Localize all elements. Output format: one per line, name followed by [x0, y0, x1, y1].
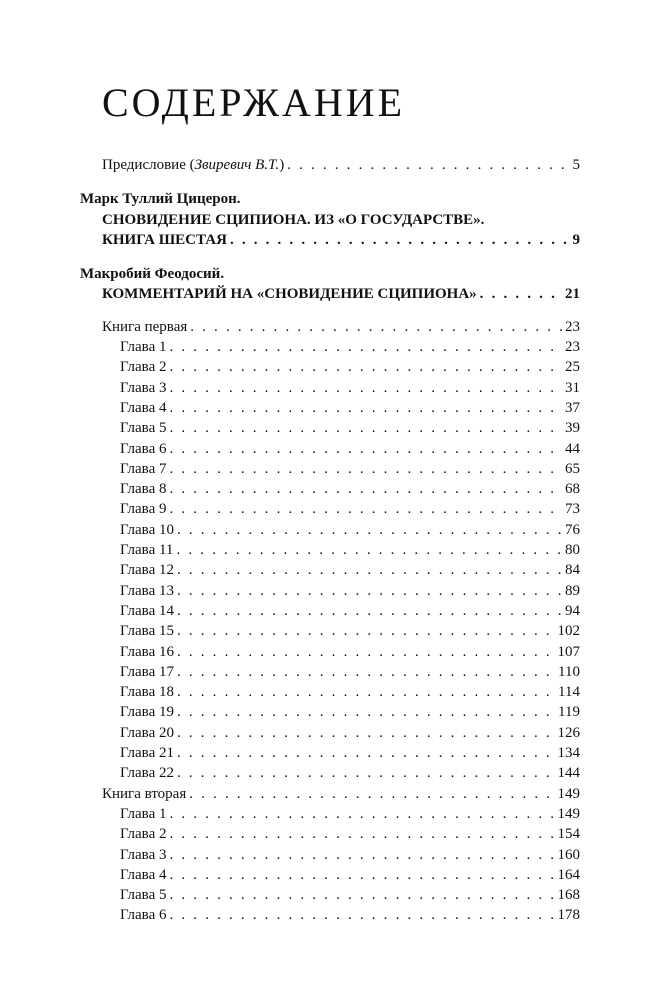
toc-entry-chapter[interactable]: [80, 642, 580, 662]
dot-leader: [169, 398, 562, 418]
dot-leader: [177, 682, 555, 702]
toc-entry-page: 80: [565, 542, 580, 559]
toc-entry-chapter[interactable]: [80, 905, 580, 925]
toc-entry-page: 31: [565, 379, 580, 396]
dot-leader: [177, 581, 562, 601]
toc-entry-label: Глава 7: [120, 460, 167, 477]
toc-entry-label: Глава 1: [120, 339, 167, 356]
toc-entry-label: Глава 5: [120, 887, 167, 904]
toc-entry-chapter[interactable]: [80, 459, 580, 479]
dot-leader: [169, 865, 554, 885]
toc-entry-label: Глава 5: [120, 420, 167, 437]
chapter-list: [80, 337, 580, 784]
dot-leader: [169, 357, 562, 377]
toc-entry-chapter[interactable]: [80, 723, 580, 743]
dot-leader: [169, 905, 554, 925]
toc-entry-label: Глава 3: [120, 379, 167, 396]
toc-entry-label: Глава 4: [120, 866, 167, 883]
toc-entry-page: 39: [565, 420, 580, 437]
dot-leader: [169, 845, 554, 865]
toc-entry-label: Глава 13: [120, 582, 174, 599]
page-title: СОДЕРЖАНИЕ: [102, 80, 406, 125]
toc-entry-page: 25: [565, 359, 580, 376]
toc-entry-label: Глава 21: [120, 745, 174, 762]
toc-entry-label: Глава 12: [120, 562, 174, 579]
toc-entry-page: 107: [557, 643, 580, 660]
toc-entry-label: КНИГА ШЕСТАЯ: [102, 231, 227, 248]
dot-leader: [169, 418, 562, 438]
toc-entry-book1[interactable]: [80, 317, 580, 337]
toc-entry-page: 154: [557, 826, 580, 843]
toc-entry-chapter[interactable]: [80, 560, 580, 580]
toc-entry-label: КОММЕНТАРИЙ НА «СНОВИДЕНИЕ СЦИПИОНА»: [102, 286, 477, 303]
dot-leader: [176, 540, 562, 560]
toc-entry-preface[interactable]: [80, 155, 580, 175]
toc-entry-chapter[interactable]: [80, 499, 580, 519]
toc-entry-page: 23: [565, 339, 580, 356]
toc-entry-label: Глава 14: [120, 602, 174, 619]
toc-entry-page: 178: [557, 907, 580, 924]
toc-entry-chapter[interactable]: [80, 662, 580, 682]
section-author: Марк Туллий Цицерон.: [80, 191, 241, 208]
dot-leader: [177, 642, 555, 662]
dot-leader: [190, 317, 562, 337]
chapter-list: [80, 804, 580, 926]
toc-entry-chapter[interactable]: [80, 845, 580, 865]
toc-entry-label: Глава 1: [120, 805, 167, 822]
toc-entry-chapter[interactable]: [80, 479, 580, 499]
toc-entry-chapter[interactable]: [80, 682, 580, 702]
toc-entry-chapter[interactable]: [80, 865, 580, 885]
toc-entry-label: Глава 15: [120, 623, 174, 640]
toc-entry-label: Глава 2: [120, 359, 167, 376]
toc-entry-chapter[interactable]: [80, 581, 580, 601]
toc-entry-label: Глава 17: [120, 663, 174, 680]
toc-entry-chapter[interactable]: [80, 763, 580, 783]
toc-entry-page: 134: [557, 745, 580, 762]
dot-leader: [169, 337, 562, 357]
dot-leader: [169, 885, 554, 905]
toc-entry-page: 119: [558, 704, 580, 721]
toc-entry-label: Глава 19: [120, 704, 174, 721]
dot-leader: [177, 723, 555, 743]
toc-entry-page: 114: [558, 684, 580, 701]
toc-entry-label: Глава 2: [120, 826, 167, 843]
toc-entry-chapter[interactable]: [80, 824, 580, 844]
toc-entry-label: Глава 16: [120, 643, 174, 660]
toc-entry-page: 84: [565, 562, 580, 579]
dot-leader: [177, 662, 555, 682]
toc-entry-page: 149: [557, 785, 580, 802]
toc-entry-label: Глава 6: [120, 907, 167, 924]
dot-leader: [169, 499, 562, 519]
toc-entry-page: 65: [565, 460, 580, 477]
dot-leader: [169, 459, 562, 479]
toc-entry-page: 168: [557, 887, 580, 904]
dot-leader: [287, 155, 569, 175]
toc-entry-page: 68: [565, 481, 580, 498]
toc-entry-page: 9: [572, 231, 580, 248]
toc-entry-section1[interactable]: [80, 230, 580, 250]
toc-entry-page: 21: [565, 286, 580, 303]
toc-entry-label: Глава 10: [120, 521, 174, 538]
dot-leader: [480, 284, 562, 304]
toc-entry-chapter[interactable]: [80, 621, 580, 641]
dot-leader: [177, 520, 562, 540]
toc-entry-chapter[interactable]: [80, 702, 580, 722]
toc-entry-page: 144: [557, 765, 580, 782]
section-title: СНОВИДЕНИЕ СЦИПИОНА. ИЗ «О ГОСУДАРСТВЕ».: [102, 211, 485, 228]
toc-entry-page: 164: [557, 866, 580, 883]
toc-entry-label: Глава 9: [120, 501, 167, 518]
toc-entry-chapter[interactable]: [80, 885, 580, 905]
toc-entry-page: 102: [557, 623, 580, 640]
toc-entry-chapter[interactable]: [80, 418, 580, 438]
toc-entry-book2[interactable]: [80, 784, 580, 804]
dot-leader: [189, 784, 554, 804]
toc-entry-page: 94: [565, 602, 580, 619]
dot-leader: [177, 763, 555, 783]
toc-entry-label: Книга первая: [102, 318, 188, 335]
toc-entry-label: Глава 18: [120, 684, 174, 701]
toc-entry-chapter[interactable]: [80, 439, 580, 459]
toc-entry-page: 126: [557, 724, 580, 741]
toc-entry-chapter[interactable]: [80, 540, 580, 560]
dot-leader: [177, 560, 562, 580]
dot-leader: [177, 601, 562, 621]
toc-entry-label: Глава 11: [120, 542, 174, 559]
toc-entry-page: 73: [565, 501, 580, 518]
dot-leader: [177, 621, 555, 641]
toc-entry-chapter[interactable]: [80, 378, 580, 398]
table-of-contents: [80, 155, 580, 926]
toc-entry-page: 23: [565, 318, 580, 335]
dot-leader: [177, 702, 555, 722]
dot-leader: [169, 439, 562, 459]
toc-entry-chapter[interactable]: [80, 337, 580, 357]
dot-leader: [230, 230, 570, 250]
toc-entry-page: 160: [557, 846, 580, 863]
toc-entry-label: Книга вторая: [102, 785, 187, 802]
dot-leader: [169, 378, 562, 398]
toc-entry-chapter[interactable]: [80, 601, 580, 621]
toc-entry-label: Глава 6: [120, 440, 167, 457]
section-author: Макробий Феодосий.: [80, 266, 225, 283]
toc-entry-label: Глава 20: [120, 724, 174, 741]
toc-entry-chapter[interactable]: [80, 804, 580, 824]
toc-entry-page: 44: [565, 440, 580, 457]
toc-entry-page: 76: [565, 521, 580, 538]
toc-entry-page: 110: [558, 663, 580, 680]
toc-entry-chapter[interactable]: [80, 398, 580, 418]
toc-entry-section2[interactable]: [80, 284, 580, 304]
toc-entry-page: 149: [557, 805, 580, 822]
toc-entry-chapter[interactable]: [80, 743, 580, 763]
toc-entry-label: Глава 22: [120, 765, 174, 782]
toc-entry-chapter[interactable]: [80, 357, 580, 377]
dot-leader: [169, 479, 562, 499]
toc-entry-page: 5: [572, 157, 580, 173]
toc-entry-chapter[interactable]: [80, 520, 580, 540]
dot-leader: [169, 804, 554, 824]
toc-entry-page: 89: [565, 582, 580, 599]
toc-entry-label: Глава 8: [120, 481, 167, 498]
toc-entry-label: Предисловие (Звиревич В.Т.): [102, 157, 285, 173]
toc-entry-page: 37: [565, 399, 580, 416]
toc-entry-label: Глава 4: [120, 399, 167, 416]
dot-leader: [169, 824, 554, 844]
dot-leader: [177, 743, 555, 763]
toc-entry-label: Глава 3: [120, 846, 167, 863]
